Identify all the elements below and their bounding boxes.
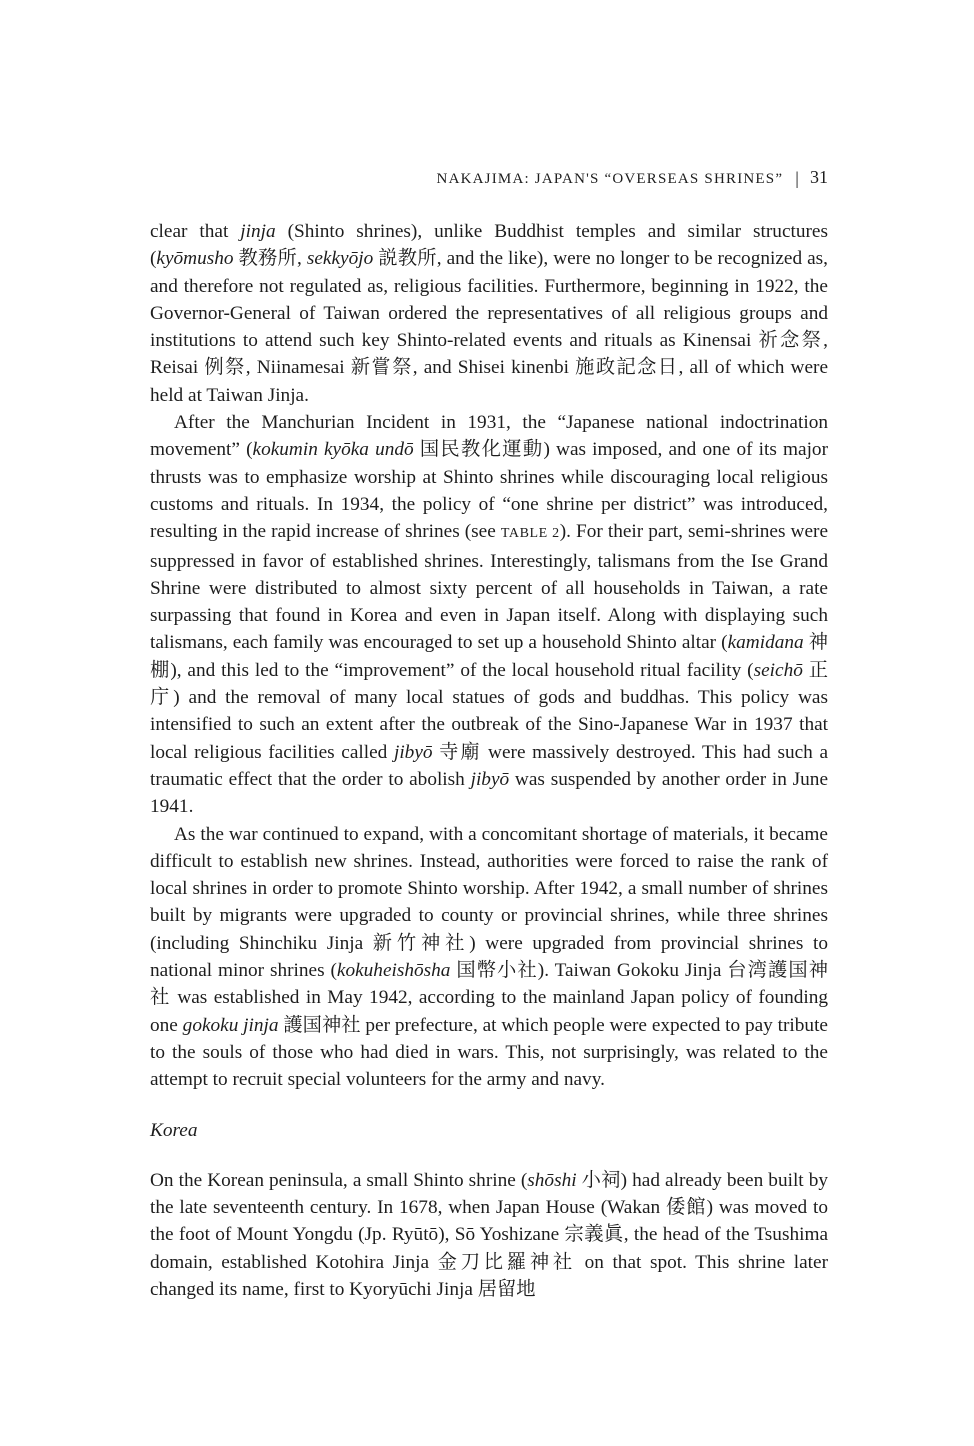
paragraph-4 — [150, 1167, 828, 1303]
italic-term: sekkyōjo — [306, 248, 374, 270]
body-text — [150, 218, 828, 1303]
italic-term: jinja — [240, 221, 276, 242]
running-head-title: NAKAJIMA: JAPAN'S “OVERSEAS SHRINES” — [436, 171, 784, 187]
text-run: 護国神社 per prefecture, at which people were expected to pay tribute to the souls of those who had died in wars. This, not surprisingly, was related to the attempt to recruit special volunteers for the army and navy. — [150, 1014, 828, 1091]
page-number: 31 — [810, 167, 828, 187]
text-run: (Shinto shrines), unlike Buddhist temples and similar structures ( — [150, 221, 828, 270]
running-head — [150, 166, 828, 190]
italic-term: kokuheishōsha — [336, 960, 451, 982]
text-run: 寺廟 were massively destroyed. This had such a traumatic effect that the order to abolish — [150, 741, 828, 790]
text-run: On the Korean peninsula, a small Shinto shrine ( — [150, 1169, 528, 1191]
italic-term: kamidana — [727, 632, 804, 654]
section-heading: Korea — [150, 1119, 198, 1141]
text-run: 小祠) had already been built by the late seventeenth century. In 1678, when Japan House (Wakan 倭館) was moved to the foot of Mount Yongdu (Jp. Ryūtō), Sō Yoshizane 宗義眞, the head of the Tsushima domain, established Kotohira Jinja 金刀比羅神社 on that spot. This shrine later changed its name, first to Kyoryūchi Jinja 居留地 — [150, 1169, 828, 1300]
italic-term: kyōmusho — [156, 248, 234, 270]
italic-term: shōshi — [527, 1169, 577, 1191]
paragraph-2 — [150, 409, 828, 820]
table-reference: TABLE 2 — [500, 526, 560, 542]
text-run: clear that — [150, 221, 241, 242]
text-run: 正庁) and the removal of many local statues of gods and buddhas. This policy was intensified to such an extent after the outbreak of the Sino-Japanese War in 1937 that local religious facilities called — [150, 659, 829, 763]
text-run: 国幣小社). Taiwan Gokoku Jinja 台湾護国神社 was established in May 1942, according to the mainland Japan policy of founding one — [150, 960, 828, 1036]
italic-term: seichō — [753, 659, 803, 681]
italic-term: kokumin kyōka undō — [252, 439, 414, 461]
paragraph-3 — [150, 821, 828, 1094]
italic-term: gokoku jinja — [182, 1014, 279, 1036]
italic-term: jibyō — [470, 768, 510, 790]
text-run: 国民教化運動) was imposed, and one of its major thrusts was to emphasize worship at Shinto shrines while discouraging local religious customs and rituals. In 1934, the policy of “one shrine per district” was introduced, resulting in the rapid increase of shrines (see — [150, 439, 828, 543]
text-run: 神棚), and this led to the “improvement” of the local household ritual facility ( — [150, 632, 828, 681]
text-run: was suspended by another order in June 1941. — [150, 768, 828, 818]
italic-term: jibyō — [393, 741, 433, 763]
running-head-separator: | — [795, 168, 800, 188]
text-run: 教務所, — [233, 248, 307, 270]
text-run: 説教所, and the like), were no longer to be recognized as, and therefore not regulated as, religious facilities. Furthermore, beginning in 1922, the Governor-General of Taiwan ordered the representatives of all religious groups and institutions to attend such key Shinto-related events and rituals as Kinensai 祈念祭, Reisai 例祭, Niinamesai 新嘗祭, and Shisei kinenbi 施政記念日, all of which were held at Taiwan Jinja. — [150, 248, 829, 406]
text-run: After the Manchurian Incident in 1931, the “Japanese national indoctrination movement” ( — [150, 412, 828, 461]
paragraph-1 — [150, 218, 828, 409]
text-run: As the war continued to expand, with a concomitant shortage of materials, it became difficult to establish new shrines. Instead, authorities were forced to raise the rank of local shrines in order to promote Shinto worship. After 1942, a small number of shrines built by migrants were upgraded to county or provincial shrines, while three shrines (including Shinchiku Jinja 新竹神社) were upgraded from provincial shrines to national minor shrines ( — [150, 823, 828, 982]
text-run: ). For their part, semi-shrines were suppressed in favor of established shrines. Interestingly, talismans from the Ise Grand Shrine were distributed to almost sixty percent of all households in Taiwan, a rate surpassing that found in Korea and even in Japan itself. Along with displaying such talismans, each family was encouraged to set up a household Shinto altar ( — [150, 521, 828, 654]
